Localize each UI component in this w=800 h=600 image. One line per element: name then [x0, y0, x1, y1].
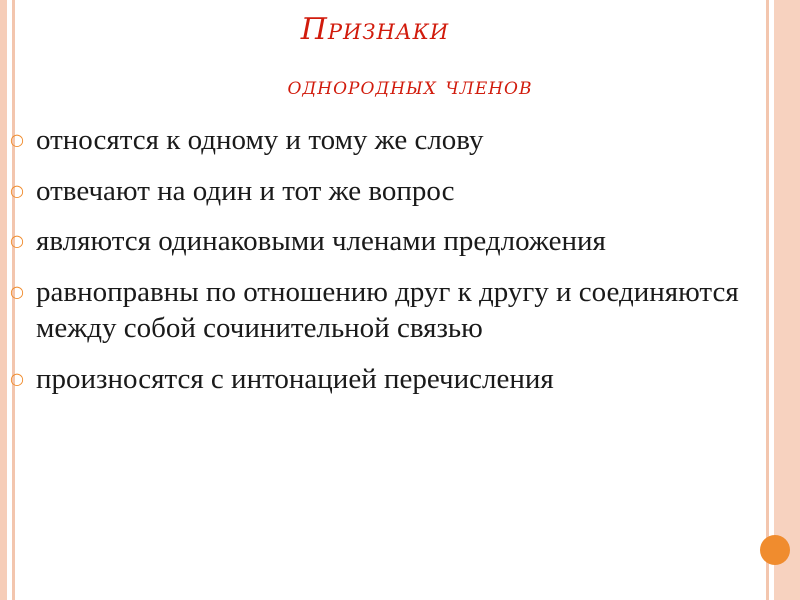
- bullet-text: относятся к одному и тому же слову: [36, 124, 484, 156]
- left-decor-bar: [0, 0, 7, 600]
- bullet-item: [8, 173, 778, 210]
- bullet-item: [8, 122, 778, 159]
- bullet-item: [8, 361, 778, 398]
- slide-subtitle: однородных членов: [287, 72, 533, 100]
- bullet-text: отвечают на один и тот же вопрос: [36, 174, 455, 207]
- decor-circle: [760, 535, 790, 565]
- bullet-item: [8, 223, 778, 260]
- slide-title: Признаки: [300, 12, 450, 47]
- circle-bullet-icon: ○: [10, 281, 24, 301]
- circle-bullet-icon: ○: [10, 231, 24, 251]
- bullet-text: являются одинаковыми членами предложения: [36, 225, 606, 258]
- bullet-list: [8, 122, 778, 411]
- bullet-text: равноправны по отношению друг к другу и соединяются между собой сочинительной связью: [36, 275, 739, 345]
- circle-bullet-icon: ○: [10, 130, 24, 149]
- circle-bullet-icon: ○: [10, 180, 24, 200]
- circle-bullet-icon: ○: [10, 368, 24, 388]
- bullet-text: произносятся с интонацией перечисления: [36, 362, 554, 395]
- bullet-item: [8, 274, 778, 347]
